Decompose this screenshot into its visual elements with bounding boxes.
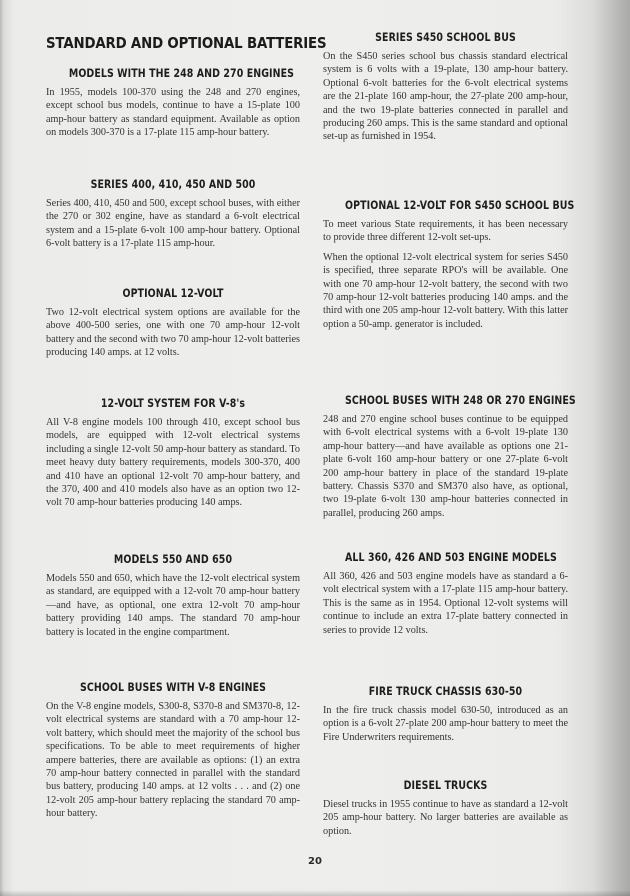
section-optional-12-volt (46, 286, 300, 366)
section-paragraph: On the V-8 engine models, S300-8, S370-8 and SM370-8, 12-volt electrical systems are standard with a 70 amp-hour 12-volt battery, which should meet the majority of the school bus specifications. To be able to meet requirements of higher ampere batteries, there are available as options: (1) an extra 70 amp-hour battery connected in parallel with the standard bus battery, producing 140 amps. at 12 volts . . . and (2) one 12-volt 205 amp-hour battery replacing the standard 70 amp-hour battery. (46, 701, 300, 820)
section-heading: FIRE TRUCK CHASSIS 630-50 (368, 684, 523, 698)
section-diesel-trucks (323, 778, 568, 844)
section-school-buses-v8 (46, 680, 300, 827)
section-heading: SCHOOL BUSES WITH V-8 ENGINES (79, 680, 267, 694)
section-heading: SERIES 400, 410, 450 AND 500 (90, 177, 256, 191)
section-series-400-500 (46, 177, 300, 257)
section-paragraph: In the fire truck chassis model 630-50, introduced as an option is a 6-volt 27-plate 200 amp-hour battery to meet the Fire Underwriters requirements. (323, 705, 568, 743)
section-models-550-650 (46, 552, 300, 645)
section-series-s450-school-bus (323, 30, 568, 150)
page-number: 20 (308, 856, 322, 867)
section-optional-12-volt-s450 (323, 198, 575, 337)
section-heading: OPTIONAL 12-VOLT (122, 286, 224, 300)
section-paragraph: Two 12-volt electrical system options are available for the above 400-500 series, one with one 70 amp-hour 12-volt battery and the second with two 70 amp-hour 12-volt batteries producing 140 amps. at 12 volts. (46, 307, 300, 359)
section-heading: DIESEL TRUCKS (403, 778, 488, 792)
section-paragraph: On the S450 series school bus chassis standard electrical system is 6 volts with a 19-plate, 130 amp-hour battery. Optional 6-volt batteries for the 6-volt electrical systems are the 21-plate 160 amp-hour, the 27-plate 200 amp-hour, and the two 19-plate batteries connected in parallel and producing 260 amps. This is the same standard and optional set-up as furnished in 1954. (323, 51, 568, 143)
section-paragraph: All V-8 engine models 100 through 410, except school bus models, are equipped with 12-volt electrical systems including a single 12-volt 50 amp-hour battery as standard. To meet heavy duty battery requirements, models 300-370, 400 and 410 have an optional 12-volt 70 amp-hour battery, and the 370, 400 and 410 models also have as an option two 12-volt 70 amp-hour batteries producing 140 amps. (46, 417, 300, 509)
section-heading: OPTIONAL 12-VOLT FOR S450 SCHOOL BUS (345, 198, 575, 212)
section-paragraph: Series 400, 410, 450 and 500, except school buses, with either the 270 or 302 engine, have as standard a 6-volt electrical system and a 15-plate 6-volt 100 amp-hour battery. Optional 6-volt battery is a 17-plate 115 amp-hour. (46, 198, 300, 250)
section-360-426-503-engines (323, 550, 568, 643)
section-fire-truck-chassis (323, 684, 568, 750)
section-12-volt-v8 (46, 396, 300, 516)
section-paragraph: Models 550 and 650, which have the 12-volt electrical system as standard, are equipped with a 12-volt 70 amp-hour battery—and have, as optional, one extra 12-volt 70 amp-hour battery providing 140 amps. The standard 70 amp-hour battery is located in the engine compartment. (46, 573, 300, 638)
section-heading: MODELS 550 AND 650 (113, 552, 233, 566)
left-column (46, 30, 327, 820)
section-paragraph: To meet various State requirements, it has been necessary to provide three different 12-volt set-ups. (323, 219, 568, 244)
section-heading: SCHOOL BUSES WITH 248 OR 270 ENGINES (345, 393, 576, 407)
section-heading: SERIES S450 SCHOOL BUS (375, 30, 516, 44)
section-heading: ALL 360, 426 AND 503 ENGINE MODELS (345, 550, 557, 564)
section-paragraph: In 1955, models 100-370 using the 248 and 270 engines, except school bus models, continue to have a 15-plate 100 amp-hour battery as standard equipment. Available as option on models 300-370 is a 17-plate 115 amp-hour battery. (46, 87, 300, 139)
section-models-248-270 (46, 66, 300, 146)
section-paragraph: When the optional 12-volt electrical system for series S450 is specified, three separate RPO's will be available. One with one 70 amp-hour 12-volt battery, the second with two 70 amp-hour 12-volt batteries producing 140 amps. and the third with one 205 amp-hour 12-volt battery. With this latter option a 50-amp. generator is included. (323, 251, 568, 330)
page-title: STANDARD AND OPTIONAL BATTERIES (46, 34, 327, 52)
section-heading: 12-VOLT SYSTEM FOR V-8's (100, 396, 246, 410)
section-heading: MODELS WITH THE 248 AND 270 ENGINES (68, 66, 295, 80)
section-paragraph: 248 and 270 engine school buses continue to be equipped with 6-volt electrical systems with a 6-volt 19-plate 130 amp-hour battery—and have available as options one 21-plate 6-volt 160 amp-hour battery or one 27-plate 6-volt 200 amp-hour battery in place of the standard 19-plate battery. Chassis S370 and SM370 also have, as optional, two 19-plate 6-volt 130 amp-hour batteries connected in parallel, producing 260 amps. (323, 414, 568, 519)
section-paragraph: All 360, 426 and 503 engine models have as standard a 6-volt electrical system with a 17-plate 115 amp-hour battery. This is the same as in 1954. Optional 12-volt systems will continue to include an extra 17-plate battery connected in series to provide 12 volts. (323, 571, 568, 636)
section-paragraph: Diesel trucks in 1955 continue to have as standard a 12-volt 205 amp-hour battery. No larger batteries are available as option. (323, 799, 568, 837)
section-school-buses-248-270 (323, 393, 576, 526)
